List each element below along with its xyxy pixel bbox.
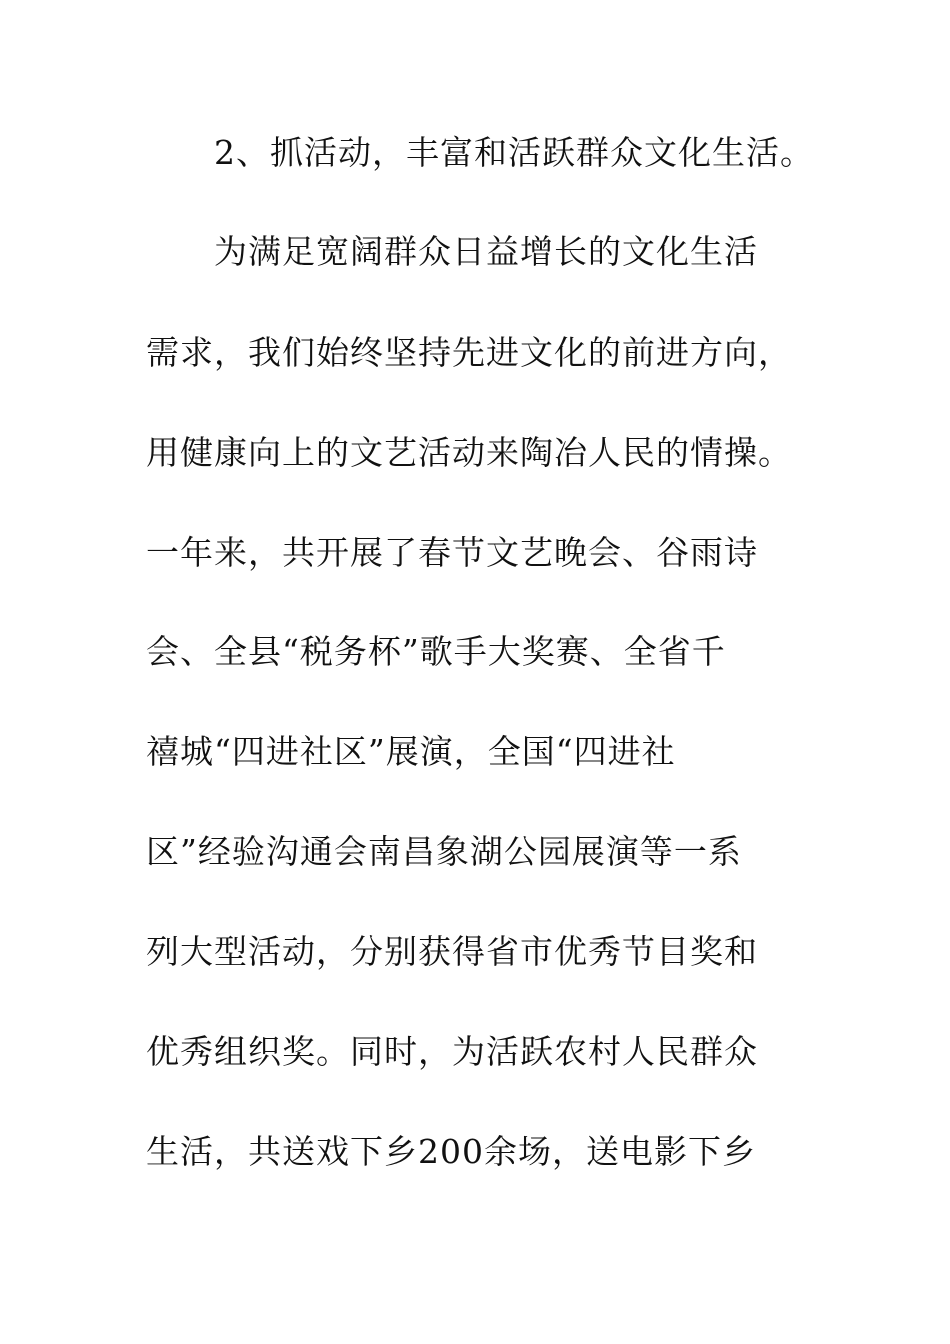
- paragraph-line: 优秀组织奖。同时，为活跃农村人民群众: [146, 1032, 758, 1071]
- section-heading: 2、抓活动，丰富和活跃群众文化生活。: [214, 133, 814, 172]
- paragraph-line: 为满足宽阔群众日益增长的文化生活: [214, 232, 758, 271]
- paragraph-line: 列大型活动，分别获得省市优秀节目奖和: [146, 932, 758, 971]
- paragraph-line: 区”经验沟通会南昌象湖公园展演等一系: [146, 832, 742, 871]
- paragraph-line: 一年来，共开展了春节文艺晚会、谷雨诗: [146, 533, 758, 572]
- paragraph-line: 会、全县“税务杯”歌手大奖赛、全省千: [146, 632, 726, 671]
- paragraph-line: 禧城“四进社区”展演，全国“四进社: [146, 732, 676, 771]
- paragraph-line: 用健康向上的文艺活动来陶冶人民的情操。: [146, 433, 792, 472]
- paragraph-line: 生活，共送戏下乡200余场，送电影下乡: [146, 1132, 756, 1171]
- paragraph-line: 需求，我们始终坚持先进文化的前进方向，: [146, 333, 792, 372]
